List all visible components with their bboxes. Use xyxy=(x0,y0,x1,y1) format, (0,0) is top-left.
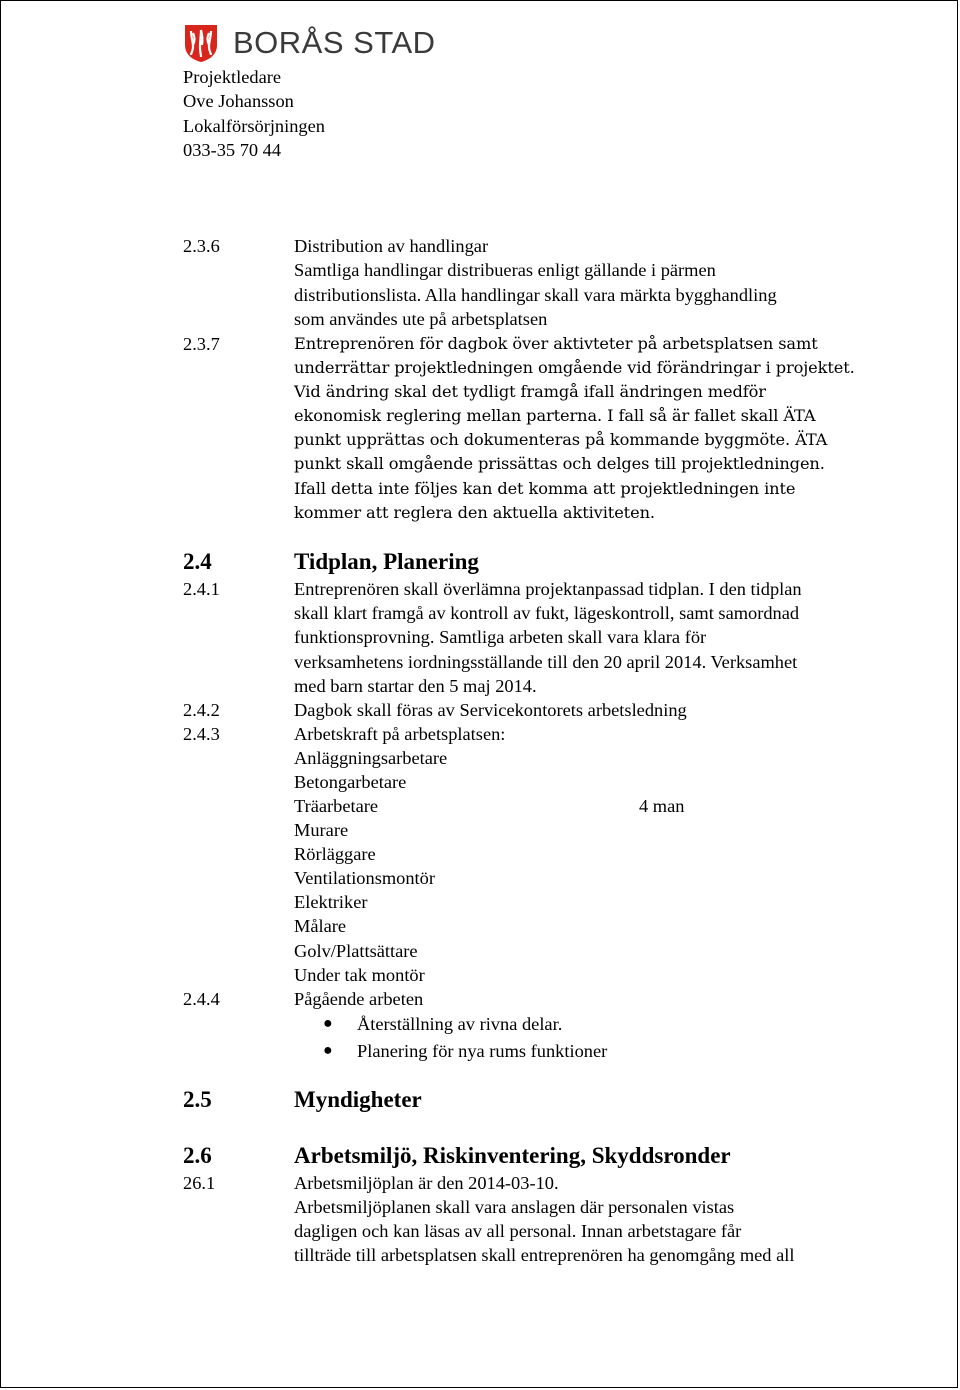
trade-item: Elektriker xyxy=(294,892,368,912)
trade-item: Rörläggare xyxy=(294,844,376,864)
section-line: underrättar projektledningen omgående vid förändringar i projektet. xyxy=(294,358,855,377)
section-line: funktionsprovning. Samtliga arbeten skall vara klara för xyxy=(294,627,707,647)
section-line: punkt skall omgående prissättas och delges till projektledningen. xyxy=(294,454,825,473)
trade-item: Betongarbetare xyxy=(294,772,407,792)
bullet-icon: ● xyxy=(323,1042,333,1059)
section-number: 26.1 xyxy=(183,1173,216,1193)
trade-item: Anläggningsarbetare xyxy=(294,748,448,768)
section-line: distributionslista. Alla handlingar skall vara märkta bygghandling xyxy=(294,285,777,305)
heading-title: Myndigheter xyxy=(294,1087,422,1112)
trade-item: Under tak montör xyxy=(294,965,425,985)
section-line: Entreprenören skall överlämna projektanpassad tidplan. I den tidplan xyxy=(294,579,802,599)
section-number: 2.4.4 xyxy=(183,989,220,1009)
city-crest-icon xyxy=(183,23,219,63)
contact-department: Lokalförsörjningen xyxy=(183,116,325,136)
heading-title: Arbetsmiljö, Riskinventering, Skyddsronder xyxy=(294,1143,731,1168)
section-number: 2.3.7 xyxy=(183,334,220,354)
section-number: 2.4.1 xyxy=(183,579,220,599)
bullet-icon: ● xyxy=(323,1015,333,1032)
trade-item: Murare xyxy=(294,820,349,840)
trade-item: Målare xyxy=(294,916,347,936)
trade-count: 4 man xyxy=(639,796,685,816)
section-line: tillträde till arbetsplatsen skall entreprenören ha genomgång med all xyxy=(294,1245,795,1265)
trade-item: Träarbetare xyxy=(294,796,379,816)
heading-number: 2.4 xyxy=(183,549,212,574)
section-line: ekonomisk reglering mellan parterna. I fall så är fallet skall ÄTA xyxy=(294,406,816,425)
contact-phone: 033-35 70 44 xyxy=(183,140,282,160)
section-line: med barn startar den 5 maj 2014. xyxy=(294,676,537,696)
borås-stad-logo xyxy=(183,23,436,63)
section-line: Distribution av handlingar xyxy=(294,236,489,256)
section-line: Samtliga handlingar distribueras enligt gällande i pärmen xyxy=(294,260,716,280)
contact-title: Projektledare xyxy=(183,67,282,87)
section-line: kommer att reglera den aktuella aktiviteten. xyxy=(294,503,655,522)
contact-name: Ove Johansson xyxy=(183,91,294,111)
heading-title: Tidplan, Planering xyxy=(294,549,479,574)
section-number: 2.4.3 xyxy=(183,724,220,744)
section-line: skall klart framgå av kontroll av fukt, lägeskontroll, samt samordnad xyxy=(294,603,800,623)
trade-item: Golv/Plattsättare xyxy=(294,941,418,961)
section-line: Arbetsmiljöplanen skall vara anslagen där personalen vistas xyxy=(294,1197,735,1217)
section-line: dagligen och kan läsas av all personal. Innan arbetstagare får xyxy=(294,1221,742,1241)
section-line: verksamhetens iordningsställande till den 20 april 2014. Verksamhet xyxy=(294,652,798,672)
bullet-item: Återställning av rivna delar. xyxy=(357,1014,563,1034)
section-line: Arbetsmiljöplan är den 2014-03-10. xyxy=(294,1173,559,1193)
section-line: Vid ändring skal det tydligt framgå ifall ändringen medför xyxy=(294,382,766,401)
section-line: Arbetskraft på arbetsplatsen: xyxy=(294,724,506,744)
heading-number: 2.6 xyxy=(183,1143,212,1168)
section-number: 2.3.6 xyxy=(183,236,220,256)
section-line: Entreprenören för dagbok över aktivteter på arbetsplatsen samt xyxy=(294,334,818,353)
logo-wordmark: BORÅS STAD xyxy=(233,25,436,60)
section-line: Pågående arbeten xyxy=(294,989,424,1009)
heading-number: 2.5 xyxy=(183,1087,212,1112)
section-line: Ifall detta inte följes kan det komma att projektledningen inte xyxy=(294,479,796,498)
bullet-item: Planering för nya rums funktioner xyxy=(357,1041,608,1061)
section-number: 2.4.2 xyxy=(183,700,220,720)
section-line: punkt upprättas och dokumenteras på kommande byggmöte. ÄTA xyxy=(294,430,828,449)
section-line: Dagbok skall föras av Servicekontorets arbetsledning xyxy=(294,700,687,720)
trade-item: Ventilationsmontör xyxy=(294,868,435,888)
section-line: som användes ute på arbetsplatsen xyxy=(294,309,548,329)
